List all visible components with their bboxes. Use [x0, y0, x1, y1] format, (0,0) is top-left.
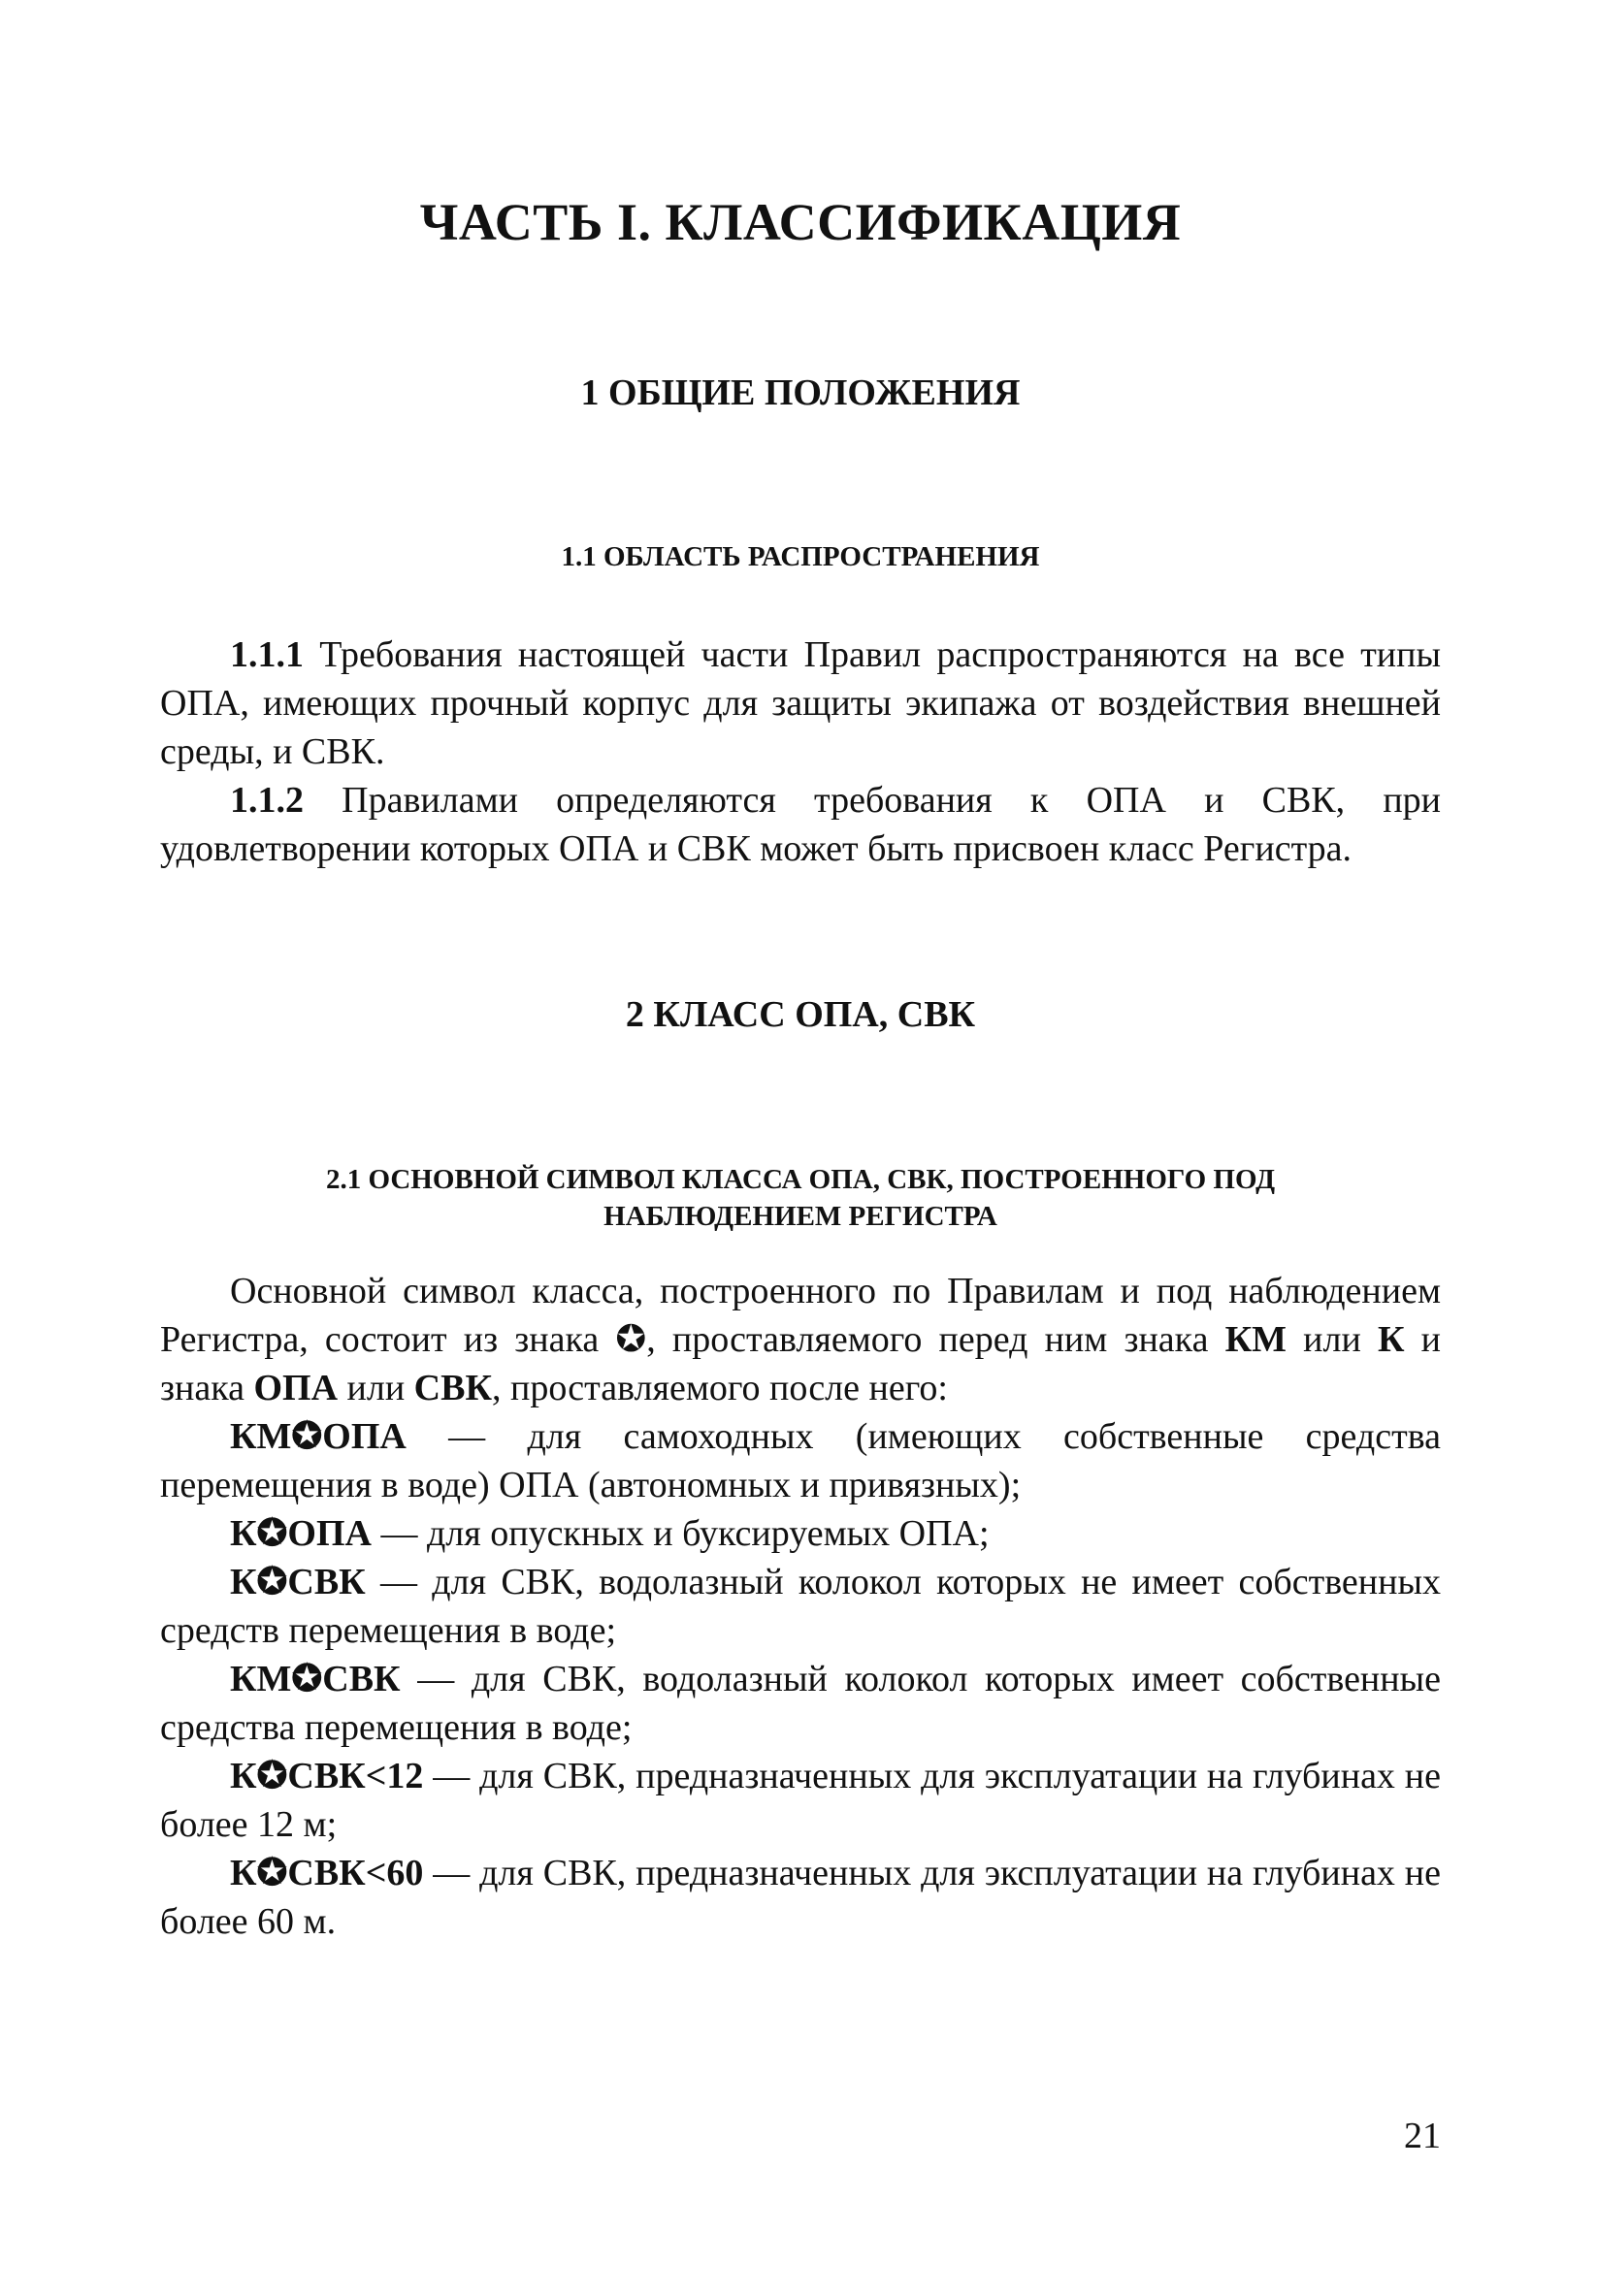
class-symbol: К✪ОПА: [230, 1513, 372, 1554]
class-symbol-description: — для СВК, предназначенных для эксплуатации на глубинах не более 12 м;: [160, 1756, 1441, 1845]
intro-text: , проставляемого перед ним знака: [646, 1319, 1225, 1360]
intro-text: и знака: [160, 1319, 1442, 1408]
class-symbol-item: [160, 1509, 1441, 1558]
section-1-1-body: [160, 631, 1441, 873]
class-symbol-item: [160, 1558, 1441, 1655]
intro-text: или: [1287, 1319, 1378, 1360]
paragraph-number: 1.1.2: [230, 780, 304, 821]
intro-text: , проставляемого после него:: [492, 1368, 948, 1408]
paragraph-1-1-1: [160, 631, 1441, 776]
register-star-symbol: ✪: [615, 1319, 647, 1360]
intro-text: или: [338, 1368, 414, 1408]
km-mark: КМ: [1224, 1319, 1287, 1360]
paragraph-text: Правилами определяются требования к ОПА и СВК, при удовлетворении которых ОПА и СВК может быть присвоен класс Регистра.: [160, 780, 1441, 869]
class-symbol-description: — для самоходных (имеющих собственные средства перемещения в воде) ОПА (автономных и привязных);: [160, 1416, 1441, 1505]
intro-paragraph: [160, 1267, 1441, 1412]
intro-text: Основной символ класса, построенного по Правилам и под наблюдением Регистра, состоит из знака: [160, 1271, 1441, 1360]
svk-mark: СВК: [413, 1368, 493, 1408]
class-symbol: К✪СВК<12: [230, 1756, 424, 1796]
chapter-2-title: 2 КЛАСС ОПА, СВК: [625, 994, 976, 1035]
part-title: ЧАСТЬ I. КЛАССИФИКАЦИЯ: [419, 193, 1182, 251]
class-symbol-item: [160, 1655, 1441, 1752]
class-symbol: К✪СВК: [230, 1562, 366, 1602]
class-symbol: КМ✪ОПА: [230, 1416, 407, 1457]
opa-mark: ОПА: [253, 1368, 339, 1408]
class-symbol-description: — для опускных и буксируемых ОПА;: [371, 1513, 990, 1554]
paragraph-1-1-2: [160, 776, 1441, 873]
class-symbol-item: [160, 1412, 1441, 1509]
section-2-1-title-line-1: 2.1 ОСНОВНОЙ СИМВОЛ КЛАССА ОПА, СВК, ПОСТРОЕННОГО ПОД: [325, 1164, 1276, 1195]
document-page: [160, 0, 1441, 2296]
class-symbol-item: [160, 1752, 1441, 1849]
class-symbol: К✪СВК<60: [230, 1853, 424, 1893]
section-2-1-title: [160, 1161, 1441, 1235]
class-symbol-description: — для СВК, водолазный колокол которых имеет собственные средства перемещения в воде;: [160, 1659, 1441, 1748]
paragraph-number: 1.1.1: [230, 634, 304, 675]
page-number: 21: [1404, 2116, 1441, 2156]
k-mark: К: [1377, 1319, 1405, 1360]
chapter-1-title: 1 ОБЩИЕ ПОЛОЖЕНИЯ: [580, 372, 1021, 413]
paragraph-text: Требования настоящей части Правил распространяются на все типы ОПА, имеющих прочный корпус для защиты экипажа от воздействия внешней среды, и СВК.: [160, 634, 1441, 772]
section-2-1-title-line-2: НАБЛЮДЕНИЕМ РЕГИСТРА: [603, 1201, 997, 1232]
class-symbol-description: — для СВК, водолазный колокол которых не имеет собственных средств перемещения в воде;: [160, 1562, 1441, 1651]
section-1-1-title: 1.1 ОБЛАСТЬ РАСПРОСТРАНЕНИЯ: [561, 541, 1040, 572]
class-symbol: КМ✪СВК: [230, 1659, 401, 1699]
class-symbol-description: — для СВК, предназначенных для эксплуатации на глубинах не более 60 м.: [160, 1853, 1441, 1942]
section-2-1-body: [160, 1267, 1441, 1946]
class-symbol-item: [160, 1849, 1441, 1946]
